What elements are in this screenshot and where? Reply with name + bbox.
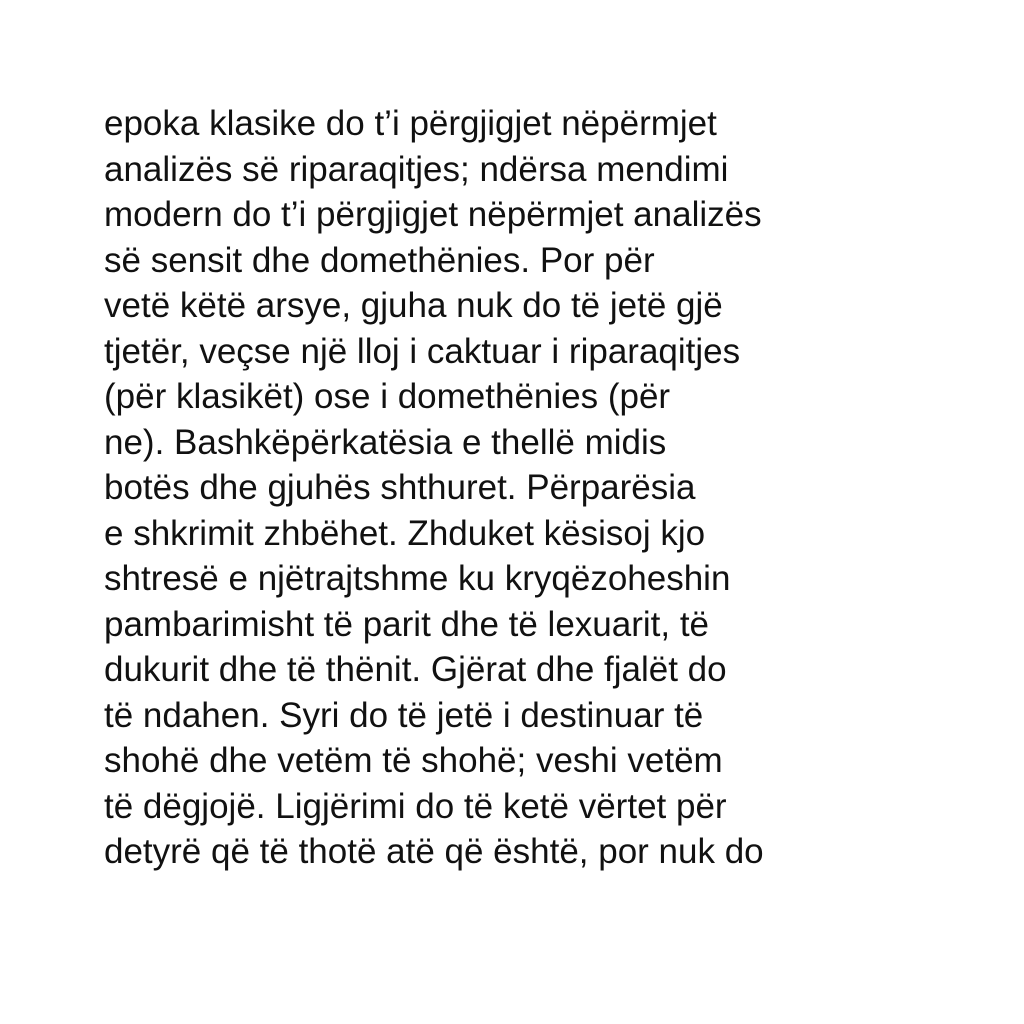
text-line: ne). Bashkëpërkatësia e thellë midis (104, 422, 667, 462)
text-line: shtresë e njëtrajtshme ku kryqëzoheshin (104, 559, 731, 598)
text-line: epoka klasike do t’i përgjigjet nëpërmjet (104, 104, 717, 143)
text-line: së sensit dhe domethënies. Por për (104, 240, 655, 280)
body-text (104, 101, 964, 875)
text-line: tjetër, veçse një lloj i caktuar i riparaqitjes (104, 331, 741, 371)
text-line: analizës së riparaqitjes; ndërsa mendimi (104, 149, 729, 189)
text-line: e shkrimit zhbëhet. Zhduket kësisoj kjo (104, 513, 706, 553)
text-line: dukurit dhe të thënit. Gjërat dhe fjalët do (104, 650, 727, 689)
text-line: shohë dhe vetëm të shohë; veshi vetëm (104, 741, 723, 780)
text-line: të dëgjojë. Ligjërimi do të ketë vërtet për (104, 786, 727, 826)
text-line: (për klasikët) ose i domethënies (për (104, 377, 671, 416)
text-line: botës dhe gjuhës shthuret. Përparësia (104, 468, 696, 507)
text-line: modern do t’i përgjigjet nëpërmjet analizës (104, 195, 762, 234)
text-line: pambarimisht të parit dhe të lexuarit, të (104, 604, 710, 644)
text-line: vetë këtë arsye, gjuha nuk do të jetë gjë (104, 286, 723, 325)
text-line: të ndahen. Syri do të jetë i destinuar të (104, 695, 704, 735)
text-line: detyrë që të thotë atë që është, por nuk do (104, 832, 764, 871)
